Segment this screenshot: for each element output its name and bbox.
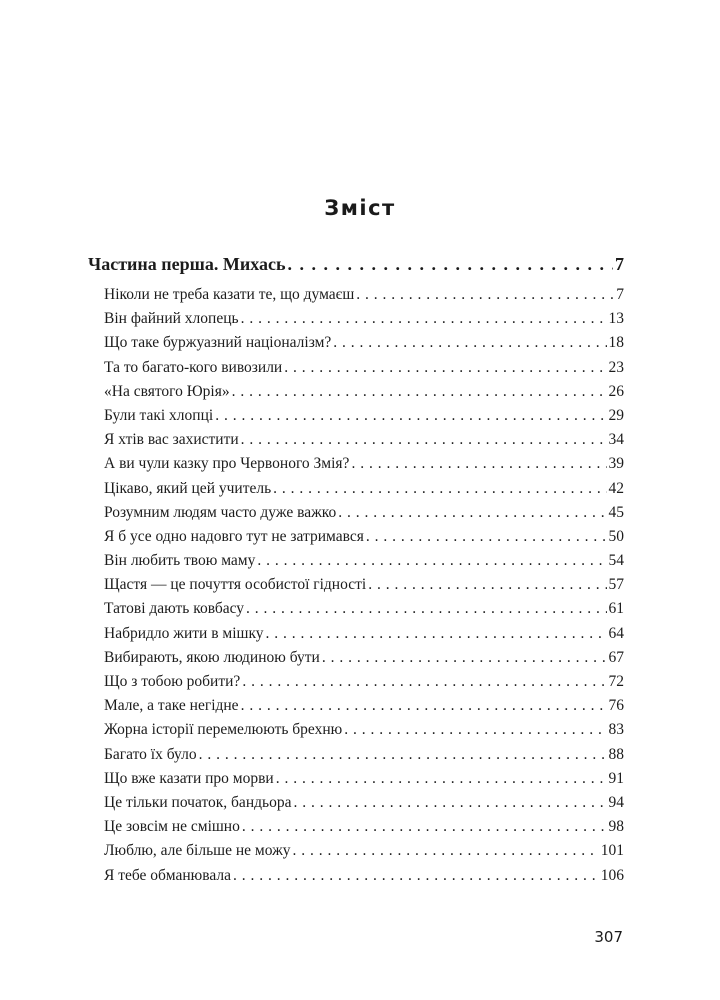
toc-entry-page: 76 xyxy=(608,697,624,715)
toc-leader xyxy=(246,600,606,618)
toc-entry-page: 67 xyxy=(608,648,624,666)
toc-entry-page: 23 xyxy=(608,358,624,376)
toc-entry xyxy=(104,600,624,624)
toc-entry xyxy=(104,673,624,697)
toc-entry-title: Татові дають ковбасу xyxy=(104,600,245,618)
toc-entry-page: 50 xyxy=(608,527,624,545)
toc-entry xyxy=(104,334,624,358)
toc-leader xyxy=(368,576,606,594)
toc-entry-title: Я б усе одно надовго тут не затримався xyxy=(104,527,364,545)
toc-leader xyxy=(242,673,606,691)
toc-entry-title: Що таке буржуазний націоналізм? xyxy=(104,334,332,352)
toc-entry-page: 64 xyxy=(608,624,624,642)
toc-entry-title: Він любить твою маму xyxy=(104,552,256,570)
toc-entry xyxy=(104,770,624,794)
toc-entry-title: Цікаво, який цей учитель xyxy=(104,479,272,497)
toc-entry-page: 57 xyxy=(608,576,624,594)
toc-entry-page: 26 xyxy=(608,382,624,400)
toc-entry-title: Він файний хлопець xyxy=(104,310,239,328)
toc-entry-title: Набридло жити в мішку xyxy=(104,624,264,642)
toc-leader xyxy=(287,254,613,275)
toc-entry-title: Це тільки початок, бандьора xyxy=(104,793,292,811)
toc-entry-page: 18 xyxy=(608,334,624,352)
toc-entry xyxy=(104,721,624,745)
toc-entry-title: Мале, а таке негідне xyxy=(104,697,239,715)
toc-leader xyxy=(284,359,606,377)
toc-leader xyxy=(232,383,607,401)
toc-entry-title: Розумним людям часто дуже важко xyxy=(104,503,337,521)
toc-entry-title: Ніколи не треба казати те, що думаєш xyxy=(104,286,355,303)
toc-entry-page: 29 xyxy=(608,406,624,424)
toc-entry-page: 101 xyxy=(600,842,624,860)
toc-entry xyxy=(104,649,624,673)
toc-entry-title: А ви чули казку про Червоного Змія? xyxy=(104,455,350,473)
toc-entry-page: 88 xyxy=(608,745,624,763)
toc-leader xyxy=(351,455,606,473)
toc-entry-page: 45 xyxy=(608,503,624,521)
toc-leader xyxy=(322,649,607,667)
toc-entry xyxy=(104,383,624,407)
toc-entry-page: 83 xyxy=(608,721,624,739)
toc-entry xyxy=(104,697,624,721)
toc-leader xyxy=(273,480,606,498)
toc-leader xyxy=(266,625,607,643)
table-of-contents xyxy=(88,254,624,891)
toc-entry-page: 34 xyxy=(608,431,624,449)
toc-entry xyxy=(104,528,624,552)
toc-leader xyxy=(233,867,599,885)
toc-entry-page: 98 xyxy=(608,818,624,836)
toc-entry-page: 106 xyxy=(600,866,624,884)
toc-part-entry xyxy=(88,254,624,284)
toc-entry-page: 54 xyxy=(608,552,624,570)
toc-entry xyxy=(104,818,624,842)
toc-leader xyxy=(241,697,607,715)
toc-entry xyxy=(104,480,624,504)
toc-entry-title: Я хтів вас захистити xyxy=(104,431,239,449)
page-title: Зміст xyxy=(324,196,396,220)
toc-leader xyxy=(366,528,607,546)
toc-entry xyxy=(104,359,624,383)
toc-entry-title: Жорна історії перемелюють брехню xyxy=(104,721,343,739)
toc-leader xyxy=(257,552,606,570)
toc-entry-page: 7 xyxy=(616,286,624,303)
toc-entry-page: 13 xyxy=(608,310,624,328)
toc-entry-title: Що вже казати про морви xyxy=(104,769,274,787)
toc-leader xyxy=(333,334,606,352)
toc-part-page: 7 xyxy=(615,254,624,274)
toc-entry-page: 94 xyxy=(608,793,624,811)
toc-entry-page: 61 xyxy=(608,600,624,618)
toc-entry-title: «На святого Юрія» xyxy=(104,382,230,400)
toc-entry xyxy=(104,431,624,455)
toc-entry-title: Що з тобою робити? xyxy=(104,673,241,690)
toc-leader xyxy=(356,286,614,304)
toc-leader xyxy=(276,770,607,788)
toc-entry xyxy=(104,504,624,528)
toc-leader xyxy=(242,818,607,836)
toc-leader xyxy=(241,310,607,328)
toc-leader xyxy=(338,504,606,522)
toc-entry xyxy=(104,867,624,891)
toc-entry xyxy=(104,407,624,431)
toc-leader xyxy=(215,407,606,425)
toc-entry-page: 72 xyxy=(608,673,624,690)
toc-leader xyxy=(241,431,607,449)
toc-leader xyxy=(293,842,599,860)
toc-entry xyxy=(104,552,624,576)
page-number: 307 xyxy=(594,928,623,946)
toc-entry-title: Та то багато-кого вивозили xyxy=(104,358,283,376)
toc-entry xyxy=(104,286,624,310)
toc-leader xyxy=(199,746,607,764)
toc-entry xyxy=(104,794,624,818)
toc-entry-title: Вибирають, якою людиною бути xyxy=(104,648,320,666)
toc-entry xyxy=(104,842,624,866)
toc-entry-title: Були такі хлопці xyxy=(104,406,214,424)
toc-entry-title: Люблю, але більше не можу xyxy=(104,842,291,860)
toc-leader xyxy=(293,794,606,812)
toc-entry-title: Багато їх було xyxy=(104,745,197,763)
toc-entry xyxy=(104,310,624,334)
toc-entry xyxy=(104,746,624,770)
toc-entry-title: Це зовсім не смішно xyxy=(104,818,240,836)
toc-entry-title: Щастя — це почуття особистої гідності xyxy=(104,576,367,594)
toc-entry-page: 42 xyxy=(608,479,624,497)
toc-entry-page: 91 xyxy=(608,769,624,787)
toc-entry xyxy=(104,455,624,479)
toc-entry-page: 39 xyxy=(608,455,624,473)
toc-entry-title: Я тебе обманювала xyxy=(104,866,231,884)
toc-entry xyxy=(104,576,624,600)
toc-leader xyxy=(344,721,606,739)
toc-entry xyxy=(104,625,624,649)
toc-part-title: Частина перша. Михась xyxy=(88,254,286,274)
